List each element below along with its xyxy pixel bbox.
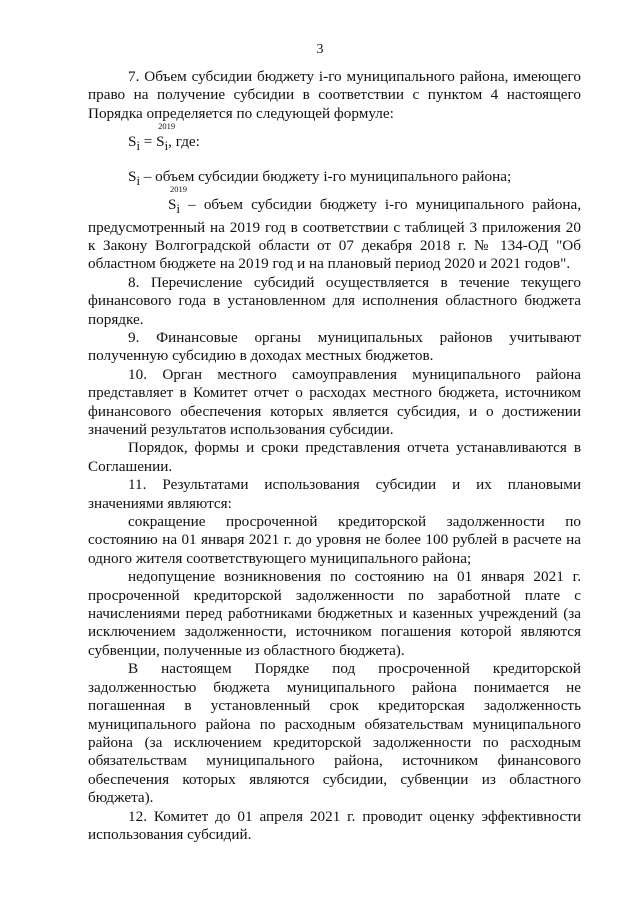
formula-eq: = (139, 133, 157, 151)
paragraph-11: 11. Результатами использования субсидии и их плановыми значениями являются: (88, 476, 581, 512)
definition-si-2019: 2019 $S_i$ – объем субсидии бюджету i-го муниципального района, предусмотренный на 2019 год в соответствии с таблицей 3 приложения 20 к Закону Волгоградской области от 07 декабря 2018 г. № 134-ОД "Об областном бюджете на 2019 год и на плановый период 2020 и 2021 годов". (88, 184, 581, 273)
paragraph-11-definition: В настоящем Порядке под просроченной кредиторской задолженностью бюджета муниципального района понимается не погашенная в установленный срок кредиторская задолженность муниципального района по расходным обязательствам муниципального района (за исключением кредиторской задолженности по расходным обязательствам муниципального района, источником финансового обеспечения которых являются субсидии, субвенции из областного бюджета). (88, 660, 581, 807)
paragraph-7: 7. Объем субсидии бюджету i-го муниципального района, имеющего право на получение субсидии в соответствии с пунктом 4 настоящего Порядка определяется по следующей формуле: (88, 68, 581, 122)
paragraph-8: 8. Перечисление субсидий осуществляется в течение текущего финансового года в установленном для исполнения областного бюджета порядке. (88, 273, 581, 328)
paragraph-9: 9. Финансовые органы муниципальных районов учитывают полученную субсидию в доходах местных бюджетов. (88, 328, 581, 365)
paragraph-11-prevention: недопущение возникновения по состоянию на 01 января 2021 г. просроченной кредиторской задолженности по заработной плате с начислениями перед работниками бюджетных и казенных учреждений (за исключением задолженности, источником погашения которой являются субвенции, полученные из областного бюджета). (88, 568, 581, 659)
definition-si: $S_i$ – объем субсидии бюджету i-го муниципального района; (128, 167, 512, 188)
paragraph-12: 12. Комитет до 01 апреля 2021 г. проводит оценку эффективности использования субсидий. (88, 807, 581, 843)
formula (88, 123, 581, 167)
paragraph-10-report: Порядок, формы и сроки представления отчета устанавливаются в Соглашении. (88, 439, 581, 475)
formula-rhs: 2019 $S_i$ (156, 121, 176, 154)
formula-lhs: $S_i$ (128, 133, 140, 154)
document-body (88, 68, 581, 844)
formula-tail: , где: (168, 133, 200, 151)
page-number: 3 (316, 42, 324, 57)
definition-symbol: 2019 $S_i$ (168, 184, 187, 217)
formula-rhs-sup: 2019 (158, 121, 176, 132)
paragraph-11-reduction: сокращение просроченной кредиторской задолженности по состоянию на 01 января 2021 г. до уровня не более 100 рублей в расчете на одного жителя соответствующего муниципального района; (88, 513, 581, 567)
paragraph-10: 10. Орган местного самоуправления муниципального района представляет в Комитет отчет о расходах местного бюджета, источником финансового обеспечения которых является субсидия, и о достижении значений результатов использования субсидии. (88, 365, 581, 438)
